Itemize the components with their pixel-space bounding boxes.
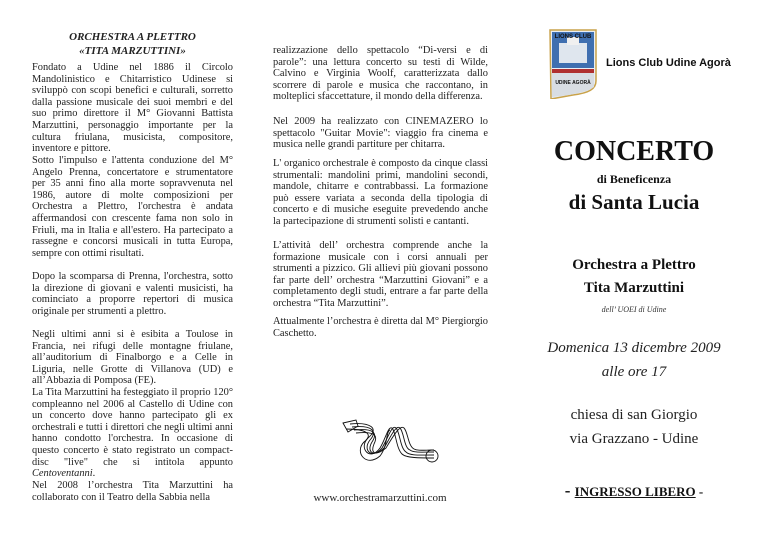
free-entry-label: INGRESSO LIBERO [574,484,696,499]
event-church: chiesa di san Giorgio [570,407,698,423]
lions-club-name: Lions Club Udine Agorà [606,57,731,69]
paragraph-attivita: L’attività dell’ orchestra comprende anche la formazione musicale con i corsi annuali per strumenti a pizzico. Gli allievi più giovani possono far parte dell’ orchestra “Marzuttini Giovani” e a completamento degli studi, entrare a far parte della orchestra “Tita Marzuttini”. [273,240,488,309]
beneficenza-subheading: di Beneficenza [596,172,672,186]
paragraph-di-versi: realizzazione dello spettacolo “Di-versi e di parole”: una lettura concerto su testi di Wilde, Calvino e Virginia Woolf, caratterizzata dallo scorrere di parole e musica che raccontano, in molteplici sfaccettature, il mondo della differenza. [273,45,488,103]
concerto-heading: CONCERTO [553,136,715,167]
orchestra-name: Orchestra a Plettro [572,257,696,273]
left-subtitle: «TITA MARZUTTINI» [79,45,186,57]
event-time: alle ore 17 [601,364,667,380]
free-entry [520,481,748,501]
paragraph-direttore: Attualmente l’orchestra è diretta dal M° Piergiorgio Caschetto. [273,316,488,339]
left-title: ORCHESTRA A PLETTRO [69,31,196,43]
paragraph-founding: Fondato a Udine nel 1886 il Circolo Mandolinistico e Chitarristico Udinese si sviluppò con scopi benefici e culturali, sorretto dalla passione musicale dei suoi membri e del suo primo direttore il M° Giovanni Battista Marzuttini, personaggio importante per la cultura friulana, musicista, compositore, inventore e pittore. [32,62,233,155]
dash-left: - [564,481,575,500]
svg-text:UDINE AGORÀ: UDINE AGORÀ [555,80,591,86]
anniversary-text: La Tita Marzuttini ha festeggiato il proprio 120° compleanno nel 2006 al Castello di Udine con un concerto dove hanno partecipato gli ex orchestrali e tutti i direttori che negli ultimi anni hanno condotto l'orchestra. In occasione di questo concerto è stato registrato un compact-disc "live" che si intitola appunto [32,387,233,468]
event-date: Domenica 13 dicembre 2009 [547,340,721,356]
event-address: via Grazzano - Udine [569,431,699,447]
anniversary-end: . [92,468,96,480]
paragraph-organico: L' organico orchestrale è composto da cinque classi strumentali: mandolini primi, mandolini secondi, mandole, chitarre e contrabbassi. La formazione può essere variata a seconda della tipologia di concerto e di musiche eseguite prevedendo anche la partecipazione di strumenti solisti e cantanti. [273,158,488,227]
dash-right: - [695,484,704,499]
lions-club-logo [549,29,597,99]
paragraph-anniversary [32,387,233,480]
paragraph-2009: Nel 2009 ha realizzato con CINEMAZERO lo spettacolo "Guitar Movie": viaggio fra cinema e musica nelle grandi partiture per chitarra. [273,116,488,151]
paragraph-prenna: Sotto l'impulso e l'attenta conduzione del M° Angelo Prenna, concertatore e strumentatore per 35 anni fino alla morte sopravvenuta nel 1986, autore di molte composizioni per Orchestra a Plettro, l'orchestra è andata affermandosi con crescente fama non solo in Friuli, ma in Italia e all'estero. Ha partecipato a rassegne e concorsi musicali in tutta Europa, sempre con ottimi risultati. [32,155,233,259]
paragraph-after-prenna: Dopo la scomparsa di Prenna, l'orchestra, sotto la direzione di giovani e valenti musicisti, ha cominciato a proporre repertori di musica originale per strumenti a plettro. [32,271,233,317]
tita-marzuttini-name: Tita Marzuttini [583,280,685,296]
uoei-label: dell’ UOEI di Udine [601,305,667,314]
album-title: Centoventanni [32,468,93,480]
paragraph-2008: Nel 2008 l’orchestra Tita Marzuttini ha collaborato con il Teatro della Sabbia nella [32,480,233,503]
website-link[interactable]: www.orchestramarzuttini.com [313,492,447,504]
orchestra-logo [340,418,440,470]
svg-text:LIONS CLUB: LIONS CLUB [554,34,592,40]
santa-lucia-heading: di Santa Lucia [568,190,700,214]
paragraph-recent-years: Negli ultimi anni si è esibita a Toulose in Francia, nei rifugi delle montagne friulane, all’auditorium di Finalborgo e a Celle in Liguria, nelle Grotte di Villanova (UD) e all’Abbazia di Pomposa (FE). [32,329,233,387]
